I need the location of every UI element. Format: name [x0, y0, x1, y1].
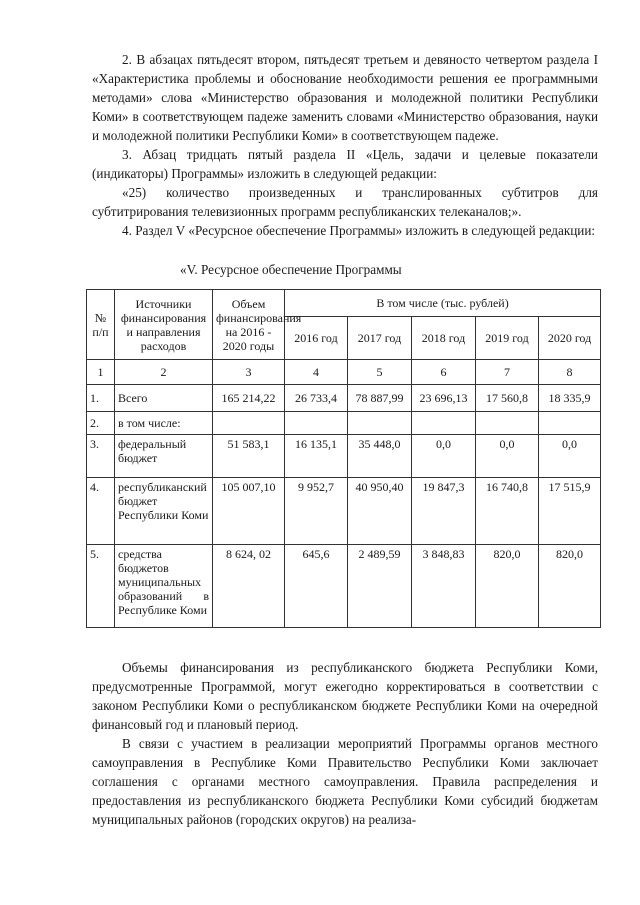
row-value-2018	[412, 412, 476, 435]
table-cell: 2	[115, 360, 213, 385]
row-value-2020: 820,0	[539, 545, 601, 628]
header-num: № п/п	[87, 290, 115, 360]
table-cell: 8	[539, 360, 601, 385]
paragraph-3: 3. Абзац тридцать пятый раздела II «Цель, задачи и целевые показатели (индикаторы) Программы» изложить в следующей редакции:	[92, 147, 598, 181]
row-volume	[213, 412, 285, 435]
row-value-2017: 35 448,0	[348, 435, 412, 478]
row-value-2018: 19 847,3	[412, 478, 476, 545]
header-year-2018: 2018 год	[412, 317, 476, 360]
row-value-2017: 2 489,59	[348, 545, 412, 628]
row-value-2018: 23 696,13	[412, 385, 476, 412]
row-value-2016	[285, 412, 348, 435]
row-volume: 105 007,10	[213, 478, 285, 545]
row-value-2019	[476, 412, 539, 435]
row-num: 3.	[87, 435, 115, 478]
table-row	[87, 385, 601, 412]
paragraph-local-government: В связи с участием в реализации мероприятий Программы органов местного самоуправления в Республике Коми Правительство Республики Коми заключает соглашения с органами местного самоуправления. Правила распределения и предоставления из республиканского бюджета Республики Коми субсидий бюджетам муниципальных районов (городских округов) на реализа-	[92, 736, 598, 827]
section-heading: «V. Ресурсное обеспечение Программы	[180, 262, 402, 277]
row-value-2019: 16 740,8	[476, 478, 539, 545]
row-num: 4.	[87, 478, 115, 545]
table-row	[87, 412, 601, 435]
header-year-2017: 2017 год	[348, 317, 412, 360]
paragraph-financing-volumes: Объемы финансирования из республиканского бюджета Республики Коми, предусмотренные Программой, могут ежегодно корректироваться в соответствии с законом Республики Коми о республиканском бюджете Республики Коми на очередной финансовый год и плановый период.	[92, 660, 598, 732]
row-source: средства бюджетов муниципальных образований в Республике Коми	[115, 545, 213, 628]
row-source: Всего	[115, 385, 213, 412]
row-value-2020	[539, 412, 601, 435]
row-value-2017: 78 887,99	[348, 385, 412, 412]
table-row	[87, 545, 601, 628]
row-value-2020: 0,0	[539, 435, 601, 478]
row-value-2017: 40 950,40	[348, 478, 412, 545]
row-value-2017	[348, 412, 412, 435]
row-volume: 51 583,1	[213, 435, 285, 478]
resource-table	[86, 289, 601, 628]
table-cell: 5	[348, 360, 412, 385]
row-value-2018: 0,0	[412, 435, 476, 478]
row-value-2018: 3 848,83	[412, 545, 476, 628]
paragraph-4: 4. Раздел V «Ресурсное обеспечение Программы» изложить в следующей редакции:	[122, 223, 596, 238]
table-row-index	[87, 360, 601, 385]
table-cell: 4	[285, 360, 348, 385]
header-year-2019: 2019 год	[476, 317, 539, 360]
table-row	[87, 435, 601, 478]
row-value-2020: 18 335,9	[539, 385, 601, 412]
header-including: В том числе (тыс. рублей)	[285, 290, 601, 317]
row-value-2016: 26 733,4	[285, 385, 348, 412]
row-source: республиканский бюджет Республики Коми	[115, 478, 213, 545]
table-cell: 1	[87, 360, 115, 385]
row-volume: 165 214,22	[213, 385, 285, 412]
row-source: федеральный бюджет	[115, 435, 213, 478]
row-value-2019: 0,0	[476, 435, 539, 478]
row-num: 5.	[87, 545, 115, 628]
header-year-2016: 2016 год	[285, 317, 348, 360]
header-volume: Объем финансирования на 2016 - 2020 годы	[213, 290, 285, 360]
table-cell: 3	[213, 360, 285, 385]
header-source: Источники финансирования и направления расходов	[115, 290, 213, 360]
row-num: 1.	[87, 385, 115, 412]
row-value-2016: 645,6	[285, 545, 348, 628]
paragraph-25: «25) количество произведенных и транслированных субтитров для субтитрирования телевизионных программ республиканских телеканалов;».	[92, 185, 598, 219]
row-value-2016: 9 952,7	[285, 478, 348, 545]
header-year-2020: 2020 год	[539, 317, 601, 360]
row-value-2019: 17 560,8	[476, 385, 539, 412]
table-row	[87, 478, 601, 545]
row-num: 2.	[87, 412, 115, 435]
row-source: в том числе:	[115, 412, 213, 435]
row-volume: 8 624, 02	[213, 545, 285, 628]
table-cell: 6	[412, 360, 476, 385]
closing-paragraphs	[92, 658, 598, 829]
row-value-2019: 820,0	[476, 545, 539, 628]
row-value-2016: 16 135,1	[285, 435, 348, 478]
table-cell: 7	[476, 360, 539, 385]
row-value-2020: 17 515,9	[539, 478, 601, 545]
paragraph-2: 2. В абзацах пятьдесят втором, пятьдесят третьем и девяносто четвертом раздела I «Характеристика проблемы и обоснование необходимости решения ее программными методами» слова «Министерство образования и молодежной политики Республики Коми» в соответствующем падеже заменить словами «Министерство образования, науки и молодежной политики Республики Коми» в соответствующем падеже.	[92, 52, 598, 143]
intro-paragraphs	[92, 50, 598, 240]
